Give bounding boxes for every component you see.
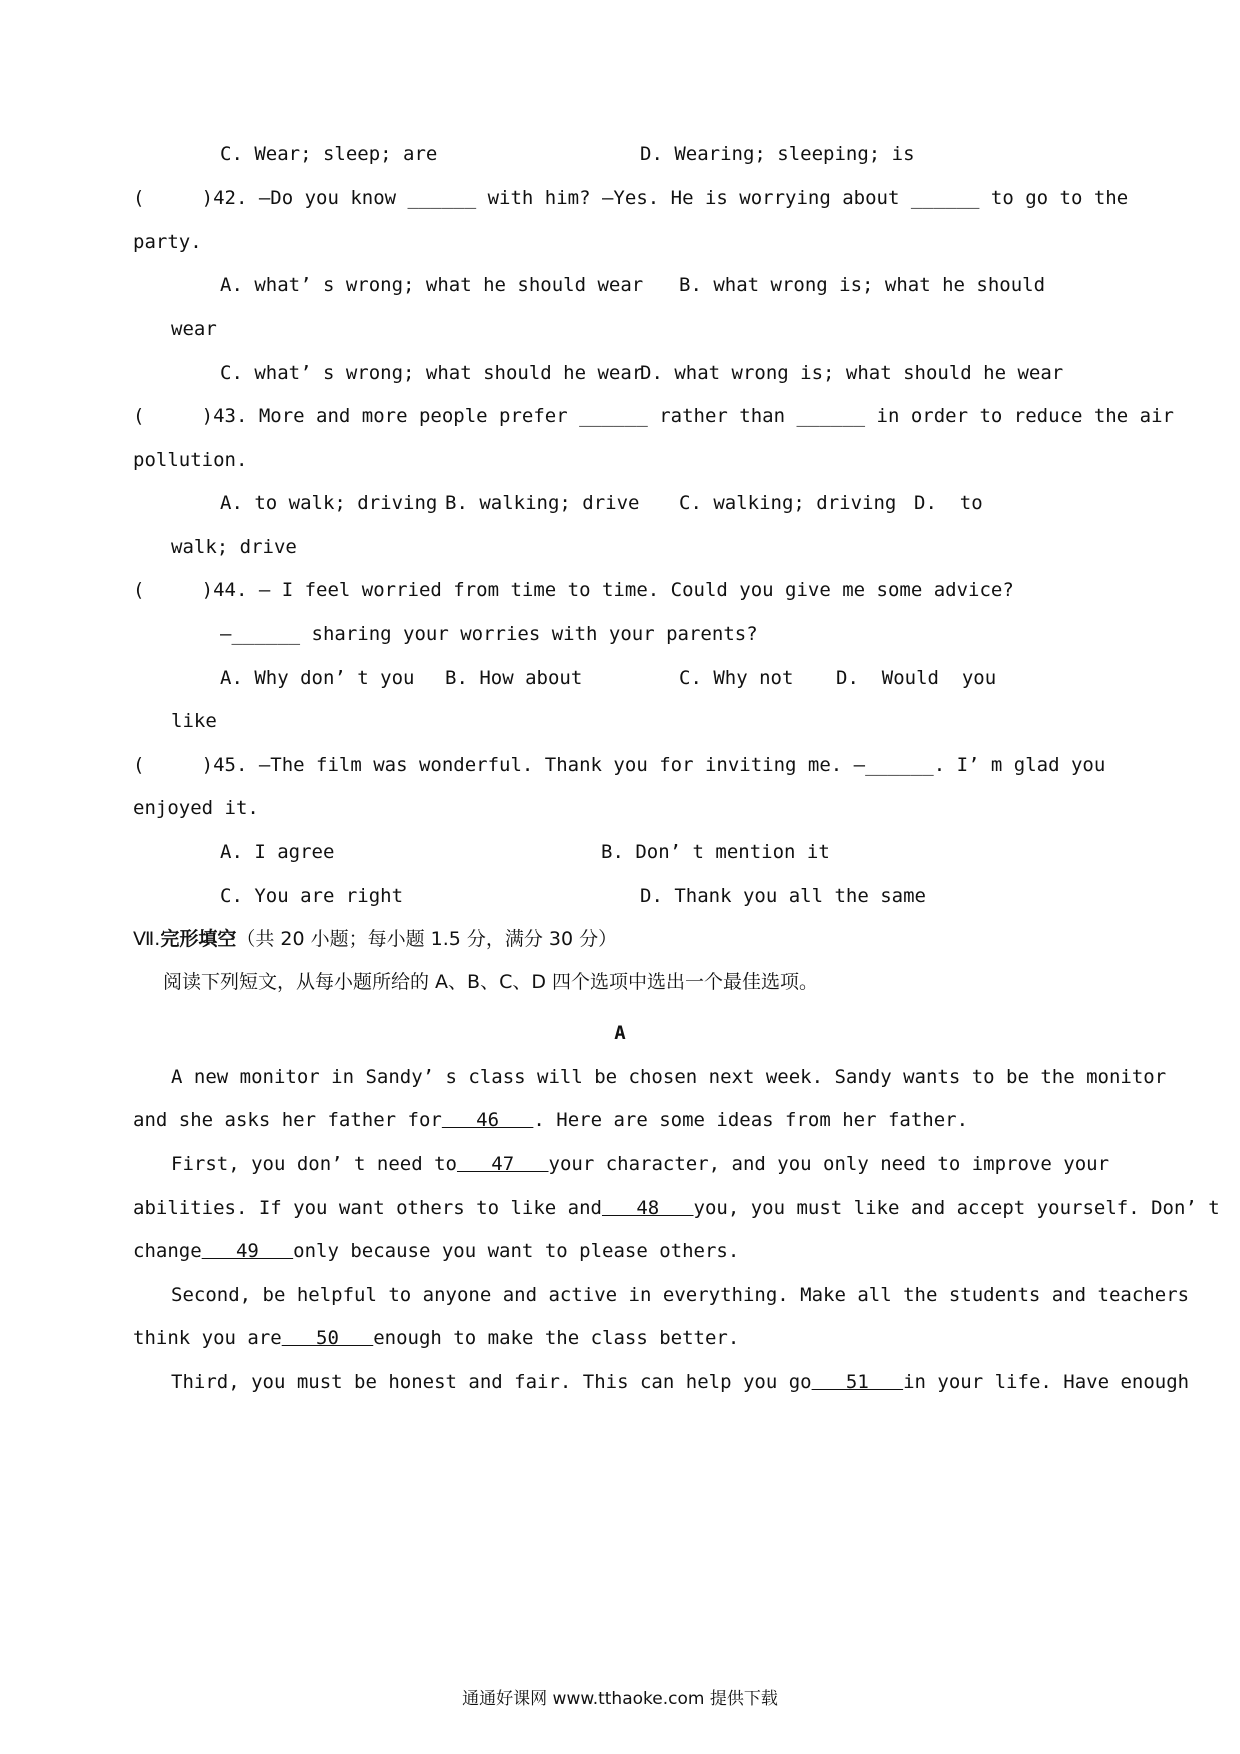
q45-option-d: D. Thank you all the same [640, 885, 926, 907]
passage-label: A [614, 1022, 626, 1044]
q45-option-b: B. Don’ t mention it [601, 841, 830, 863]
q44-option-b: B. How about [445, 667, 583, 689]
passage-text: and she asks her father for [133, 1109, 442, 1131]
passage-line: A new monitor in Sandy’ s class will be chosen next week. Sandy wants to be the monitor [171, 1066, 1167, 1088]
q44-option-c: C. Why not [679, 667, 794, 689]
blank-48: 48 [602, 1197, 694, 1219]
section-instruction: 阅读下列短文，从每小题所给的 A、B、C、D 四个选项中选出一个最佳选项。 [163, 971, 819, 993]
blank-47: 47 [456, 1153, 549, 1175]
passage-text: abilities. If you want others to like and [133, 1197, 602, 1219]
q45-option-c: C. You are right [220, 885, 404, 907]
q45-option-a: A. I agree [220, 841, 335, 863]
q45-stem: ( )45. —The film was wonderful. Thank you for inviting me. —______. I’ m glad you [133, 754, 1106, 776]
section-numeral: Ⅶ. [133, 928, 161, 950]
q43-option-d-cont: walk; drive [171, 536, 297, 558]
q43-option-d: D. to [914, 492, 983, 514]
q44-stem: ( )44. — I feel worried from time to time. Could you give me some advice? [133, 579, 1014, 601]
passage-line: Second, be helpful to anyone and active in everything. Make all the students and teachers [171, 1284, 1190, 1306]
passage-line [133, 1195, 1220, 1221]
passage-text: you, you must like and accept yourself. Don’ t [693, 1197, 1220, 1219]
blank-51: 51 [811, 1371, 904, 1393]
passage-text: change [133, 1240, 202, 1262]
passage-line [133, 1107, 968, 1133]
section-note: （共 20 小题；每小题 1.5 分，满分 30 分） [236, 928, 618, 950]
passage-text: think you are [133, 1327, 282, 1349]
passage-line [133, 1325, 739, 1351]
q44-option-a: A. Why don’ t you [220, 667, 415, 689]
passage-line [171, 1369, 1189, 1395]
q43-option-c: C. walking; driving [679, 492, 897, 514]
passage-text: in your life. Have enough [903, 1371, 1190, 1393]
passage-text: enough to make the class better. [373, 1327, 740, 1349]
passage-text: . Here are some ideas from her father. [533, 1109, 969, 1131]
q42-option-a: A. what’ s wrong; what he should wear [220, 274, 644, 296]
page-footer: 通通好课网 www.tthaoke.com 提供下载 [462, 1689, 778, 1709]
blank-49: 49 [201, 1240, 294, 1262]
passage-text: only because you want to please others. [293, 1240, 740, 1262]
q44-option-d-cont: like [171, 710, 217, 732]
passage-line [171, 1151, 1109, 1177]
blank-46: 46 [441, 1109, 534, 1131]
q43-stem: ( )43. More and more people prefer ______ rather than ______ in order to reduce the air [133, 405, 1174, 427]
section-title: 完形填空 [160, 928, 237, 950]
q44-option-d: D. Would you [836, 667, 997, 689]
q42-option-b-cont: wear [171, 318, 217, 340]
q45-stem-cont: enjoyed it. [133, 797, 259, 819]
passage-text: Third, you must be honest and fair. This can help you go [171, 1371, 812, 1393]
q41-option-c: C. Wear; sleep; are [220, 143, 438, 165]
q42-stem: ( )42. —Do you know ______ with him? —Yes. He is worrying about ______ to go to the [133, 187, 1129, 209]
q42-option-b: B. what wrong is; what he should [679, 274, 1046, 296]
q43-option-a: A. to walk; driving [220, 492, 438, 514]
q42-stem-cont: party. [133, 231, 202, 253]
q42-option-d: D. what wrong is; what should he wear [640, 362, 1064, 384]
q43-stem-cont: pollution. [133, 449, 248, 471]
q44-stem-cont: —______ sharing your worries with your parents? [220, 623, 758, 645]
section-heading [133, 926, 617, 952]
q42-option-c: C. what’ s wrong; what should he wear [220, 362, 644, 384]
passage-text: your character, and you only need to improve your [548, 1153, 1110, 1175]
blank-50: 50 [281, 1327, 374, 1349]
passage-text: First, you don’ t need to [171, 1153, 457, 1175]
passage-line [133, 1238, 739, 1264]
q41-option-d: D. Wearing; sleeping; is [640, 143, 915, 165]
q43-option-b: B. walking; drive [445, 492, 640, 514]
